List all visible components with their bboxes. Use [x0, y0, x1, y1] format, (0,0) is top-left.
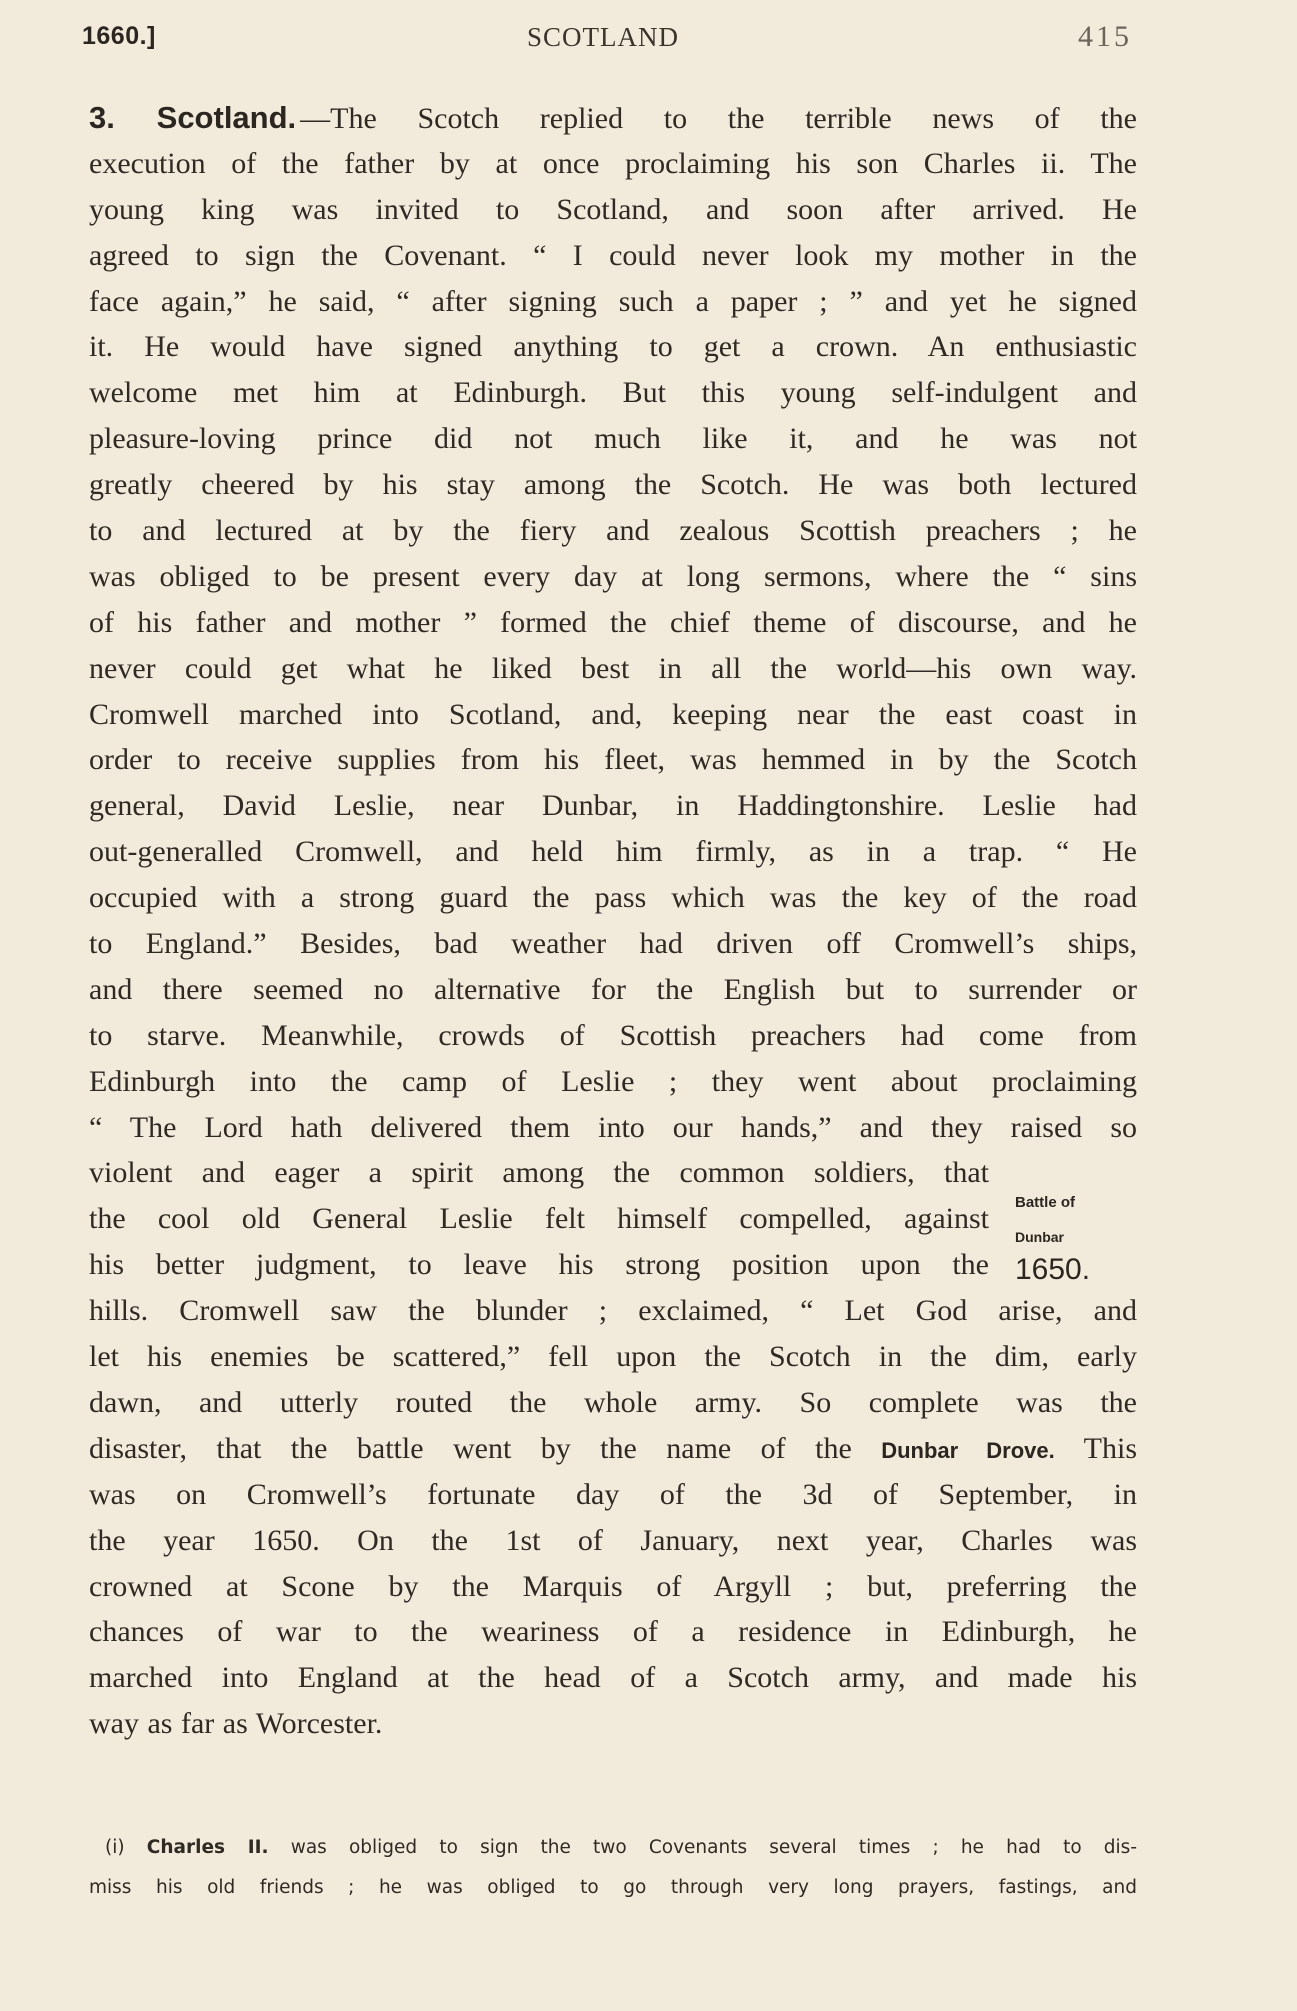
text-line: way as far as Worcester. [89, 1707, 383, 1741]
margin-note-place: Dunbar [1015, 1229, 1064, 1245]
footnote [89, 1828, 1137, 1908]
dunbar-drove-term: Dunbar Drove. [881, 1437, 1055, 1463]
running-head-date: 1660.] [82, 22, 156, 50]
text-line: greatly cheered by his stay among the Scotch. He was both lectured [89, 468, 1137, 502]
text-line: it. He would have signed anything to get a crown. An enthusiastic [89, 330, 1137, 364]
text-line: pleasure-loving prince did not much like it, and he was not [89, 422, 1137, 456]
text-line: and there seemed no alternative for the English but to surrender or [89, 972, 1137, 1006]
text-line: occupied with a strong guard the pass which was the key of the road [89, 881, 1137, 915]
footnote-subject: Charles II. [146, 1837, 269, 1858]
text-line: “ The Lord hath delivered them into our hands,” and they raised so [89, 1110, 1137, 1144]
running-head-title: SCOTLAND [527, 22, 680, 52]
text-line: marched into England at the head of a Scotch army, and made his [89, 1661, 1137, 1695]
text-line: order to receive supplies from his fleet, was hemmed in by the Scotch [89, 743, 1137, 777]
page-number: 415 [1078, 20, 1132, 53]
text-line: welcome met him at Edinburgh. But this young self-indulgent and [89, 376, 1137, 410]
text-line: face again,” he said, “ after signing such a paper ; ” and yet he signed [89, 284, 1137, 318]
text-line: let his enemies be scattered,” fell upon the Scotch in the dim, early [89, 1340, 1137, 1374]
text-line: never could get what he liked best in all the world—his own way. [89, 651, 1137, 685]
section-body [89, 95, 1137, 1747]
text-line: violent and eager a spirit among the common soldiers, that [89, 1156, 989, 1190]
footnote-marker: (i) [105, 1837, 125, 1858]
running-head [82, 22, 1132, 62]
text-line: was obliged to be present every day at long sermons, where the “ sins [89, 559, 1137, 593]
text-line: of his father and mother ” formed the chief theme of discourse, and he [89, 605, 1137, 639]
text-line: hills. Cromwell saw the blunder ; exclaimed, “ Let God arise, and [89, 1294, 1137, 1328]
section-heading: 3. Scotland. [89, 100, 297, 135]
text-line: crowned at Scone by the Marquis of Argyll ; but, preferring the [89, 1569, 1137, 1603]
text-line: Edinburgh into the camp of Leslie ; they went about proclaiming [89, 1064, 1137, 1098]
text-line: out-generalled Cromwell, and held him firmly, as in a trap. “ He [89, 835, 1137, 869]
text-line: the year 1650. On the 1st of January, next year, Charles was [89, 1523, 1137, 1557]
text-line: execution of the father by at once proclaiming his son Charles ii. The [89, 146, 1137, 180]
footnote-line: miss his old friends ; he was obliged to go through very long prayers, fastings, and [89, 1877, 1137, 1898]
margin-note-battle: Battle of [1015, 1194, 1075, 1211]
text-line: was on Cromwell’s fortunate day of the 3d of September, in [89, 1477, 1137, 1511]
text-line: dawn, and utterly routed the whole army. So complete was the [89, 1385, 1137, 1419]
text-line: the cool old General Leslie felt himself compelled, against [89, 1202, 989, 1236]
text-line: general, David Leslie, near Dunbar, in Haddingtonshire. Leslie had [89, 789, 1137, 823]
margin-note-year: 1650. [1015, 1253, 1091, 1286]
text-line: 3. Scotland. —The Scotch replied to the terrible news of the [89, 100, 1137, 135]
text-line: Cromwell marched into Scotland, and, keeping near the east coast in [89, 697, 1137, 731]
text-line: disaster, that the battle went by the name of the Dunbar Drove. This [89, 1431, 1137, 1465]
text-line: chances of war to the weariness of a residence in Edinburgh, he [89, 1615, 1137, 1649]
text-line: young king was invited to Scotland, and soon after arrived. He [89, 192, 1137, 226]
text-line: his better judgment, to leave his strong position upon the [89, 1248, 989, 1282]
text-line: to England.” Besides, bad weather had driven off Cromwell’s ships, [89, 927, 1137, 961]
footnote-line: (i) Charles II. was obliged to sign the two Covenants several times ; he had to dis- [105, 1837, 1137, 1858]
text-line: agreed to sign the Covenant. “ I could never look my mother in the [89, 238, 1137, 272]
text-line: to starve. Meanwhile, crowds of Scottish preachers had come from [89, 1018, 1137, 1052]
text-line: to and lectured at by the fiery and zealous Scottish preachers ; he [89, 514, 1137, 548]
